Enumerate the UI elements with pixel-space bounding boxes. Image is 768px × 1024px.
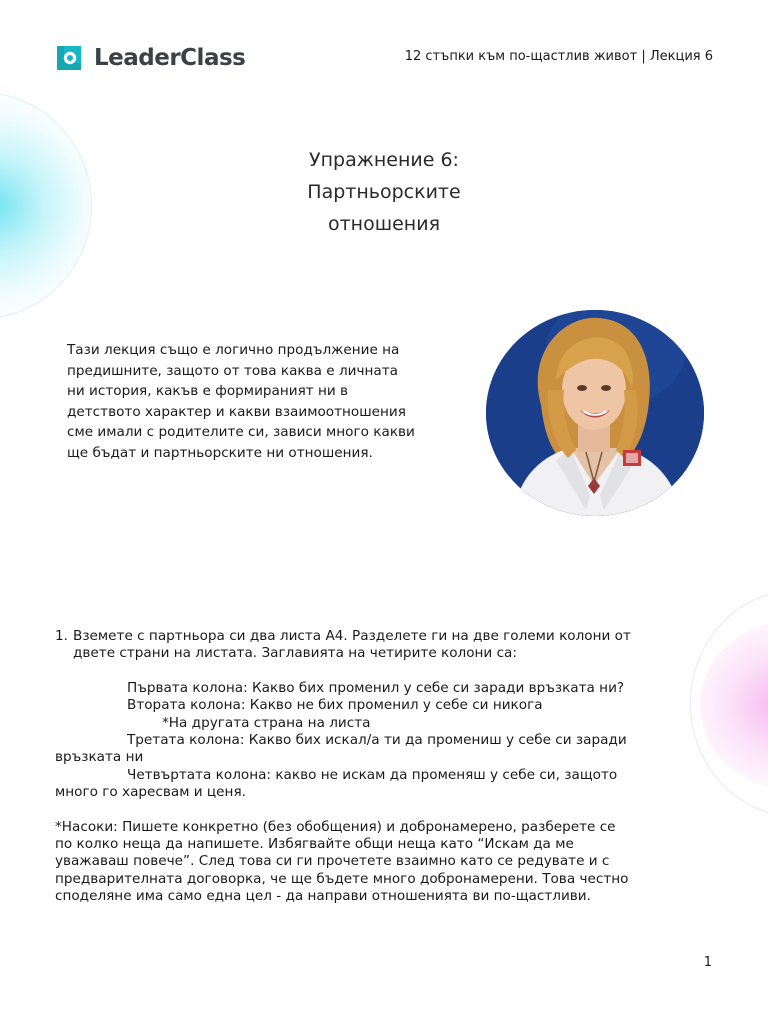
intro-line: ни история, какъв е формираният ни в [67, 383, 349, 400]
guidelines-line: *Насоки: Пишете конкретно (без обобщения) и добронамерено, разберете се [55, 818, 616, 835]
intro-line: Тази лекция също е логично продължение на [67, 342, 400, 358]
title-line: Партньорските [307, 181, 461, 203]
title-line: отношения [327, 213, 440, 235]
page-title [234, 144, 534, 240]
column-2-title: Втората колона: Какво не бих променил у себе си никога [127, 697, 543, 714]
other-side-note: *На другата страна на листа [162, 714, 371, 731]
guidelines-line: споделяне има само една цел - да направи отношенията ви по-щастливи. [55, 888, 591, 905]
guidelines-line: уважаваш повече”. След това си ги прочетете взаимно като се редувате и с [55, 853, 610, 870]
exercise-body [55, 628, 735, 906]
logo[interactable] [54, 42, 245, 74]
column-3-title-continuation: връзката ни [55, 749, 144, 766]
list-number: 1. [55, 628, 68, 644]
intro-line: детството характер и какви взаимоотношения [67, 403, 406, 420]
column-3-title: Третата колона: Какво бих искал/а ти да промениш у себе си заради [127, 732, 627, 749]
intro-line: ще бъдат и партньорските ни отношения. [67, 444, 373, 461]
column-4-title-continuation: много го харесвам и ценя. [55, 784, 246, 801]
leaderclass-logo-icon [54, 43, 84, 73]
guidelines-line: по колко неща да напишете. Избягвайте общи неща като “Искам да ме [55, 836, 574, 853]
page-number: 1 [703, 955, 712, 970]
title-line: Упражнение 6: [309, 149, 459, 171]
portrait-photo-woman-icon [486, 310, 704, 516]
intro-paragraph [67, 340, 467, 464]
column-1-title: Първата колона: Какво бих променил у себе си заради връзката ни? [127, 679, 625, 696]
list-item [55, 628, 735, 645]
logo-text: LeaderClass [94, 45, 246, 71]
list-item-continuation: двете страни на листата. Заглавията на четирите колони са: [73, 645, 517, 662]
decorative-ring [0, 92, 92, 319]
intro-line: предишните, защото от това каква е личната [67, 362, 399, 379]
intro-line: сме имали с родителите си, зависи много какви [67, 424, 415, 441]
column-4-title: Четвъртата колона: какво не искам да променяш у себе си, защото [127, 766, 618, 783]
course-info: 12 стъпки към по-щастлив живот | Лекция 6 [404, 49, 713, 64]
portrait-photo [486, 310, 704, 516]
guidelines-line: предварителната договорка, че ще бъдете много добронамерени. Това честно [55, 870, 629, 887]
list-item-text: Вземете с партньора си два листа А4. Разделете ги на две големи колони от [73, 628, 631, 644]
